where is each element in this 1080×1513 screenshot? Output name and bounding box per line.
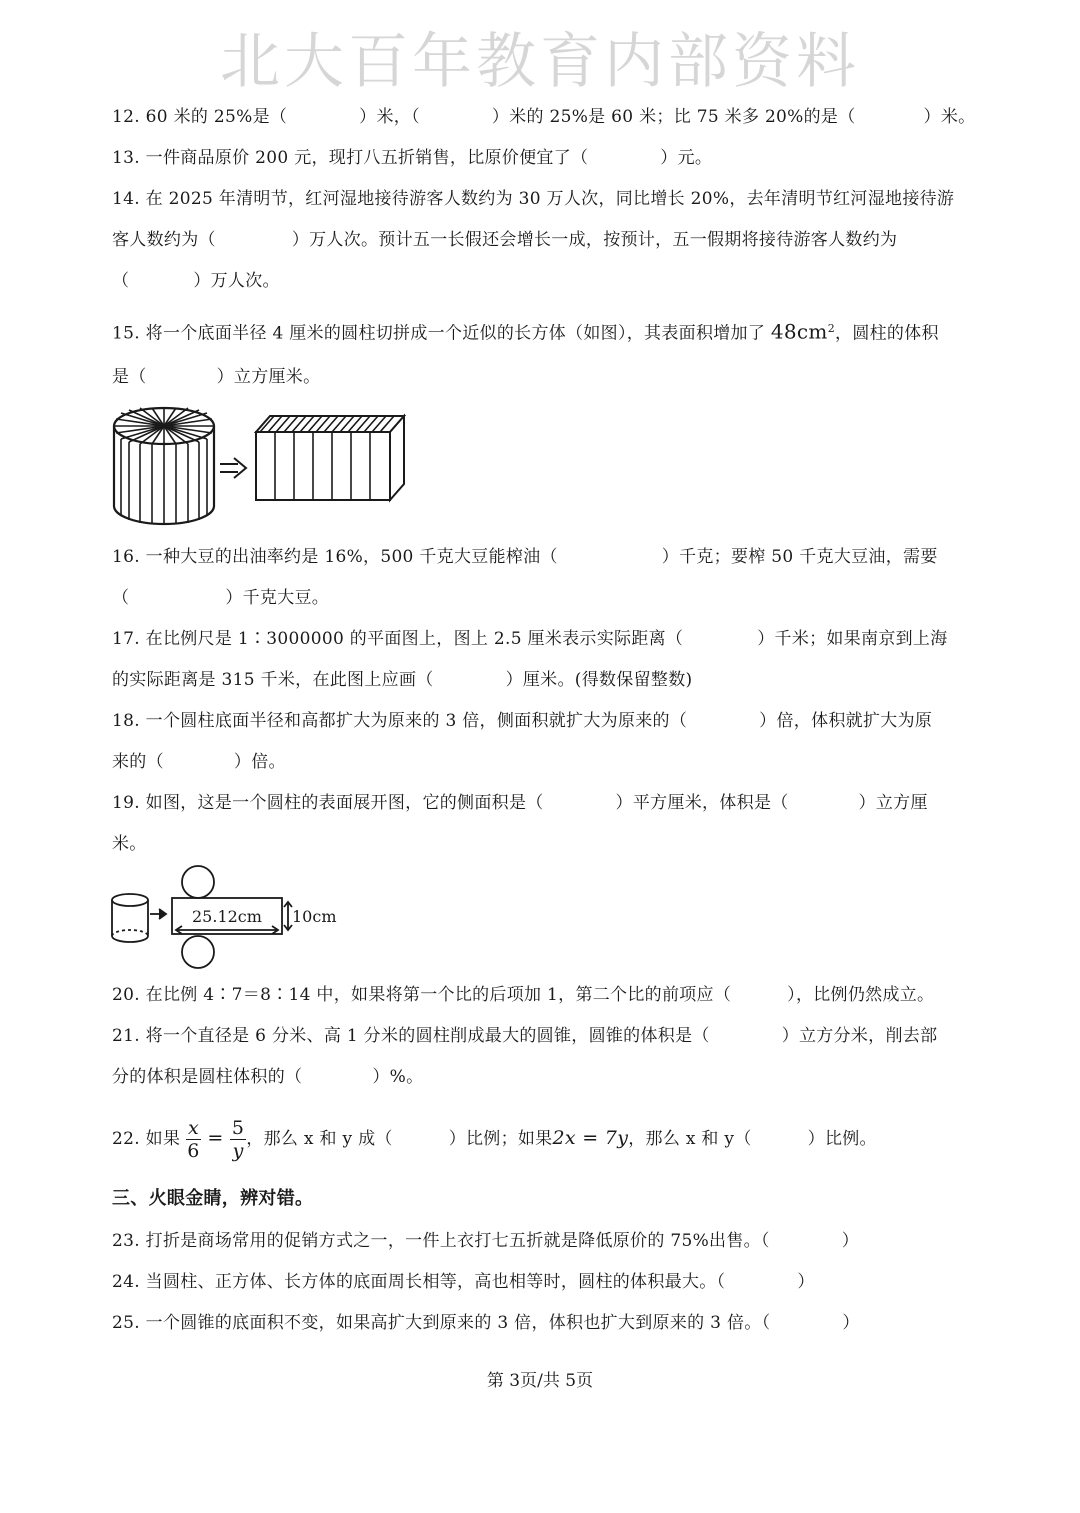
page-footer: 第 3页/共 5页	[486, 1371, 594, 1391]
watermark: 北大百年教育内部资料	[220, 27, 860, 97]
cylinder-to-cuboid-figure	[108, 402, 408, 528]
question-17-line-2: 的实际距离是 315 千米，在此图上应画（ ）厘米。(得数保留整数)	[112, 670, 693, 690]
net-height-label: 10cm	[292, 907, 337, 926]
question-14-line-3: （ ）万人次。	[112, 271, 280, 291]
question-14-line-1: 14. 在 2025 年清明节，红河湿地接待游客人数约为 30 万人次，同比增长 20%，去年清明节红河湿地接待游	[112, 189, 955, 209]
question-21-line-2: 分的体积是圆柱体积的（ ）%。	[112, 1067, 424, 1087]
question-13: 13. 一件商品原价 200 元，现打八五折销售，比原价便宜了（ ）元。	[112, 148, 713, 168]
question-14-line-2: 客人数约为（ ）万人次。预计五一长假还会增长一成，按预计，五一假期将接待游客人数约为	[112, 230, 898, 250]
question-25: 25. 一个圆锥的底面积不变，如果高扩大到原来的 3 倍，体积也扩大到原来的 3 倍。（ ）	[112, 1313, 860, 1333]
question-17-line-1: 17. 在比例尺是 1∶3000000 的平面图上，图上 2.5 厘米表示实际距离（ ）千米；如果南京到上海	[112, 629, 948, 649]
question-16-line-2: （ ）千克大豆。	[112, 588, 330, 608]
question-15-line-1: 15. 将一个底面半径 4 厘米的圆柱切拼成一个近似的长方体（如图），其表面积增加了 $48cm^2$，圆柱的体积	[112, 319, 939, 344]
question-16-line-1: 16. 一种大豆的出油率约是 16%，500 千克大豆能榨油（ ）千克；要榨 50 千克大豆油，需要	[112, 547, 938, 567]
cylinder-net-figure	[106, 862, 346, 974]
question-19-line-1: 19. 如图，这是一个圆柱的表面展开图，它的侧面积是（ ）平方厘米，体积是（ ）立方厘	[112, 793, 928, 813]
question-20: 20. 在比例 4∶7＝8∶14 中，如果将第一个比的后项加 1，第二个比的前项应（ ），比例仍然成立。	[112, 985, 935, 1005]
fraction-x-over-6: $\frac{x}{6}$	[187, 1117, 200, 1162]
question-22: 22. 如果 $\frac{x}{6}$ = $\frac{5}{y}$ ，那么 x 和 y 成（ ）比例；如果2x = 7y，那么 x 和 y（ ）比例。	[112, 1117, 877, 1162]
question-23: 23. 打折是商场常用的促销方式之一，一件上衣打七五折就是降低原价的 75%出售。（ ）	[112, 1231, 860, 1251]
net-length-label: 25.12cm	[192, 907, 262, 926]
question-18-line-1: 18. 一个圆柱底面半径和高都扩大为原来的 3 倍，侧面积就扩大为原来的（ ）倍，体积就扩大为原	[112, 711, 933, 731]
question-18-line-2: 来的（ ）倍。	[112, 752, 286, 772]
question-19-line-2: 米。	[112, 834, 147, 854]
section-3-heading: 三、火眼金睛，辨对错。	[112, 1188, 314, 1209]
question-12: 12. 60 米的 25%是（ ）米，（ ）米的 25%是 60 米；比 75 米多 20%的是（ ）米。	[112, 107, 976, 127]
fraction-5-over-y: $\frac{5}{y}$	[231, 1117, 245, 1162]
question-24: 24. 当圆柱、正方体、长方体的底面周长相等，高也相等时，圆柱的体积最大。（ ）	[112, 1272, 815, 1292]
question-15-line-2: 是（ ）立方厘米。	[112, 367, 321, 387]
question-21-line-1: 21. 将一个直径是 6 分米、高 1 分米的圆柱削成最大的圆锥，圆锥的体积是（ ）立方分米，削去部	[112, 1026, 938, 1046]
